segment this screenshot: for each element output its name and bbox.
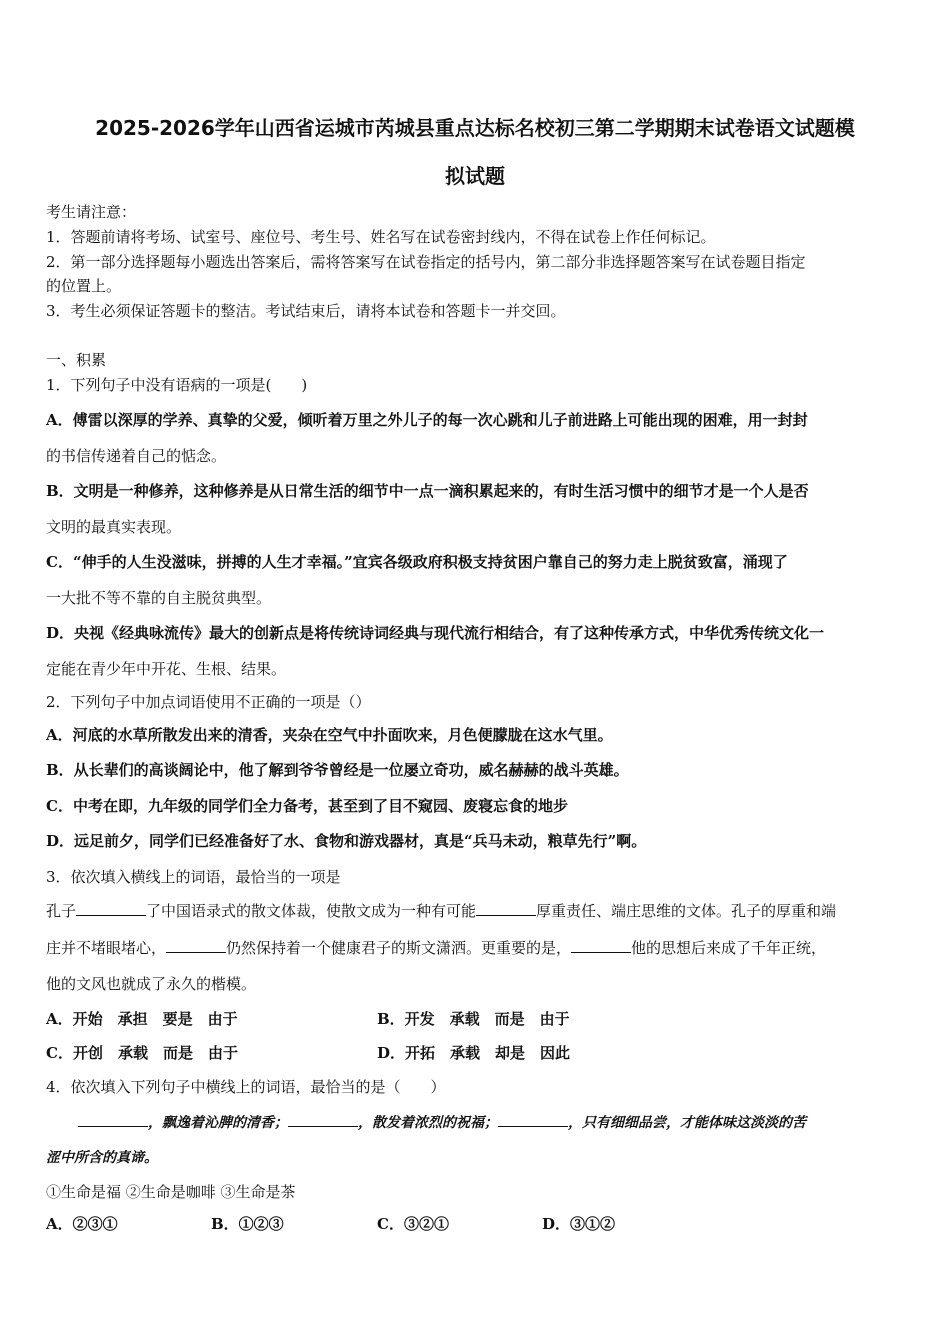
sentence-text: ，只有细细品尝，才能体味这淡淡的苦 xyxy=(568,1115,806,1131)
notice-heading: 考生请注意： xyxy=(46,203,137,221)
notice-item-3: 3．考生必须保证答题卡的整洁。考试结束后，请将本试卷和答题卡一并交回。 xyxy=(46,302,566,320)
notice-item-2: 2．第一部分选择题每小题选出答案后，需将答案写在试卷指定的括号内，第二部分非选择题答案写在试卷题目指定 xyxy=(46,253,806,271)
question-2-option-a: A．河底的水草所散发出来的清香，夹杂在空气中扑面吹来，月色便朦胧在这水气里。 xyxy=(46,726,613,744)
passage-text: 了中国语录式的散文体裁，使散文成为一种有可能 xyxy=(146,902,477,920)
question-4-sentence-continued: 涩中所含的真谛。 xyxy=(46,1150,158,1166)
sentence-text: ，散发着浓烈的祝福； xyxy=(358,1115,498,1131)
question-4-sentence xyxy=(78,1112,908,1133)
question-3-option-b: B．开发 承载 而是 由于 xyxy=(377,1010,570,1028)
question-2-option-d: D．远足前夕，同学们已经准备好了水、食物和游戏器材，真是“兵马未动，粮草先行”啊。 xyxy=(46,832,647,850)
sentence-text: ，飘逸着沁脾的清香； xyxy=(148,1115,288,1131)
question-3-passage-line-1 xyxy=(46,901,908,921)
fill-blank xyxy=(498,1112,568,1127)
notice-item-1: 1．答题前请将考场、试室号、座位号、考生号、姓名写在试卷密封线内，不得在试卷上作任何标记。 xyxy=(46,228,716,246)
question-3-passage-line-2 xyxy=(46,938,908,958)
question-1-option-b: B．文明是一种修养，这种修养是从日常生活的细节中一点一滴积累起来的，有时生活习惯中的细节才是一个人是否 xyxy=(46,482,809,500)
fill-blank xyxy=(76,901,146,916)
question-4-items: ①生命是福 ②生命是咖啡 ③生命是茶 xyxy=(46,1183,296,1201)
question-4-stem: 4．依次填入下列句子中横线上的词语，最恰当的是（ ） xyxy=(46,1078,446,1096)
passage-text: 厚重责任、端庄思维的文体。孔子的厚重和端 xyxy=(536,902,837,920)
question-1-option-c-continued: 一大批不等不靠的自主脱贫典型。 xyxy=(46,589,272,607)
question-3-option-a: A．开始 承担 要是 由于 xyxy=(46,1010,238,1028)
question-3-option-d: D．开拓 承载 却是 因此 xyxy=(377,1044,571,1062)
question-1-option-d-continued: 定能在青少年中开花、生根、结果。 xyxy=(46,660,287,678)
question-1-stem: 1．下列句子中没有语病的一项是( ) xyxy=(46,376,308,394)
question-1-option-a-continued: 的书信传递着自己的惦念。 xyxy=(46,447,227,465)
question-4-option-b: B．①②③ xyxy=(211,1215,284,1233)
question-4-option-c: C．③②① xyxy=(377,1215,449,1233)
passage-text: 他的思想后来成了千年正统， xyxy=(631,939,827,957)
question-1-option-d: D．央视《经典咏流传》最大的创新点是将传统诗词经典与现代流行相结合，有了这种传承方式，中华优秀传统文化一 xyxy=(46,624,825,642)
passage-text: 孔子 xyxy=(46,902,77,920)
question-1-option-c: C．“伸手的人生没滋味，拼搏的人生才幸福。”宜宾各级政府积极支持贫困户靠自己的努力走上脱贫致富，涌现了 xyxy=(46,553,788,571)
question-4-option-a: A．②③① xyxy=(46,1215,118,1233)
question-2-option-c: C．中考在即，九年级的同学们全力备考，甚至到了目不窥园、废寝忘食的地步 xyxy=(46,797,568,815)
fill-blank xyxy=(476,901,536,916)
question-3-stem: 3．依次填入横线上的词语，最恰当的一项是 xyxy=(46,868,341,886)
notice-item-2-continued: 的位置上。 xyxy=(46,277,122,295)
question-3-passage-line-3: 他的文风也就成了永久的楷模。 xyxy=(46,975,257,993)
page-title-continued: 拟试题 xyxy=(445,164,505,188)
fill-blank xyxy=(571,938,631,953)
fill-blank xyxy=(78,1112,148,1127)
page-title: 2025-2026学年山西省运城市芮城县重点达标名校初三第二学期期末试卷语文试题模 xyxy=(95,116,855,140)
passage-text: 仍然保持着一个健康君子的斯文潇洒。更重要的是， xyxy=(226,939,572,957)
fill-blank xyxy=(288,1112,358,1127)
question-2-stem: 2．下列句子中加点词语使用不正确的一项是（） xyxy=(46,693,371,711)
question-2-option-b: B．从长辈们的高谈阔论中，他了解到爷爷曾经是一位屡立奇功，威名赫赫的战斗英雄。 xyxy=(46,761,629,779)
question-3-option-c: C．开创 承载 而是 由于 xyxy=(46,1044,238,1062)
question-4-option-d: D．③①② xyxy=(542,1215,616,1233)
fill-blank xyxy=(166,938,226,953)
question-1-option-b-continued: 文明的最真实表现。 xyxy=(46,518,182,536)
section-heading: 一、积累 xyxy=(46,351,107,369)
passage-text: 庄并不堵眼堵心， xyxy=(46,939,167,957)
question-1-option-a: A．傅雷以深厚的学养、真挚的父爱，倾听着万里之外儿子的每一次心跳和儿子前进路上可能出现的困难，用一封封 xyxy=(46,411,808,429)
